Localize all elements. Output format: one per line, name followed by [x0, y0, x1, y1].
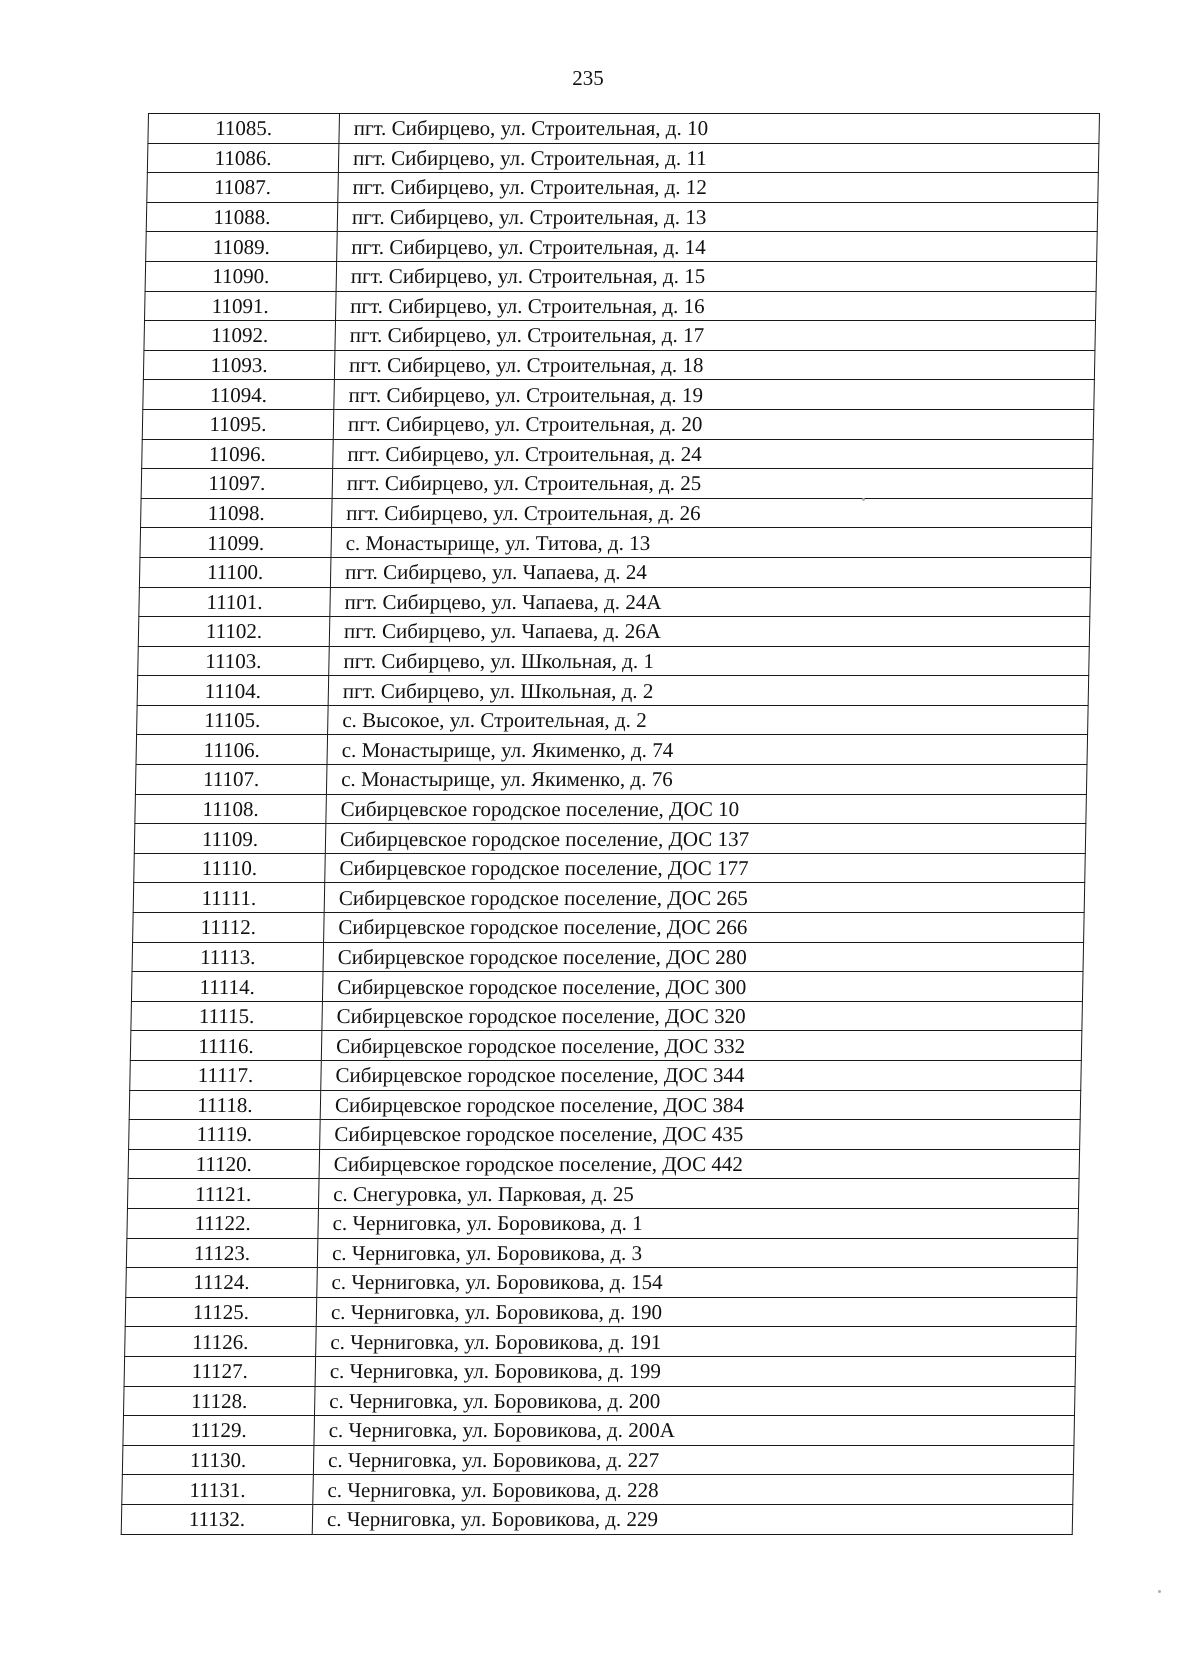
address-cell: пгт. Сибирцево, ул. Строительная, д. 10	[339, 114, 1100, 144]
table-row	[147, 143, 1099, 173]
address-cell: Сибирцевское городское поселение, ДОС 266	[324, 913, 1085, 943]
address-cell: с. Монастырище, ул. Титова, д. 13	[331, 528, 1092, 558]
address-cell: Сибирцевское городское поселение, ДОС 442	[319, 1149, 1080, 1179]
address-cell: пгт. Сибирцево, ул. Строительная, д. 11	[338, 143, 1099, 173]
row-number-cell: 11085.	[148, 114, 340, 144]
address-cell: с. Черниговка, ул. Боровикова, д. 199	[315, 1356, 1076, 1386]
row-number-cell: 11119.	[129, 1120, 321, 1150]
table-row	[127, 1208, 1079, 1238]
address-cell: пгт. Сибирцево, ул. Строительная, д. 17	[335, 321, 1096, 351]
row-number-cell: 11090.	[145, 261, 337, 291]
table-row	[128, 1149, 1080, 1179]
address-cell: пгт. Сибирцево, ул. Школьная, д. 2	[328, 676, 1089, 706]
row-number-cell: 11094.	[143, 380, 335, 410]
table-row	[131, 1001, 1083, 1031]
table-row	[127, 1179, 1079, 1209]
table-row	[138, 617, 1090, 647]
address-cell: пгт. Сибирцево, ул. Школьная, д. 1	[329, 646, 1090, 676]
row-number-cell: 11125.	[125, 1297, 317, 1327]
row-number-cell: 11118.	[129, 1090, 321, 1120]
address-cell: с. Монастырище, ул. Якименко, д. 74	[327, 735, 1088, 765]
scan-speck	[862, 498, 865, 501]
address-cell: с. Черниговка, ул. Боровикова, д. 229	[312, 1504, 1073, 1534]
table-row	[139, 587, 1091, 617]
table-row	[137, 705, 1089, 735]
row-number-cell: 11112.	[133, 913, 325, 943]
address-cell: пгт. Сибирцево, ул. Строительная, д. 15	[336, 261, 1097, 291]
row-number-cell: 11095.	[142, 409, 334, 439]
address-cell: Сибирцевское городское поселение, ДОС 177	[325, 853, 1086, 883]
row-number-cell: 11093.	[143, 350, 335, 380]
table-row	[129, 1120, 1081, 1150]
address-cell: с. Черниговка, ул. Боровикова, д. 227	[313, 1445, 1074, 1475]
table-row	[142, 409, 1094, 439]
address-cell: с. Высокое, ул. Строительная, д. 2	[328, 705, 1089, 735]
address-cell: пгт. Сибирцево, ул. Чапаева, д. 26А	[329, 617, 1090, 647]
table-row	[125, 1297, 1077, 1327]
address-cell: Сибирцевское городское поселение, ДОС 384	[320, 1090, 1081, 1120]
table-row	[123, 1386, 1075, 1416]
row-number-cell: 11132.	[121, 1504, 313, 1534]
address-cell: Сибирцевское городское поселение, ДОС 344	[321, 1061, 1082, 1091]
table-row	[141, 469, 1093, 499]
row-number-cell: 11124.	[126, 1268, 318, 1298]
table-row	[130, 1031, 1082, 1061]
row-number-cell: 11114.	[131, 972, 323, 1002]
address-table-container	[121, 113, 1100, 1535]
table-row	[122, 1445, 1074, 1475]
table-row	[139, 557, 1091, 587]
row-number-cell: 11097.	[141, 469, 333, 499]
table-row	[147, 173, 1099, 203]
address-cell: пгт. Сибирцево, ул. Строительная, д. 26	[332, 498, 1093, 528]
address-cell: пгт. Сибирцево, ул. Строительная, д. 12	[338, 173, 1099, 203]
row-number-cell: 11091.	[145, 291, 337, 321]
row-number-cell: 11088.	[146, 202, 338, 232]
row-number-cell: 11127.	[124, 1356, 316, 1386]
table-row	[135, 765, 1087, 795]
table-row	[125, 1327, 1077, 1357]
address-cell: пгт. Сибирцево, ул. Строительная, д. 14	[337, 232, 1098, 262]
row-number-cell: 11104.	[137, 676, 329, 706]
row-number-cell: 11130.	[122, 1445, 314, 1475]
table-row	[122, 1475, 1074, 1505]
table-row	[148, 114, 1100, 144]
address-table	[121, 113, 1100, 1535]
address-cell: Сибирцевское городское поселение, ДОС 137	[325, 824, 1086, 854]
row-number-cell: 11096.	[142, 439, 334, 469]
table-row	[145, 291, 1097, 321]
address-cell: с. Черниговка, ул. Боровикова, д. 1	[318, 1208, 1079, 1238]
address-cell: с. Черниговка, ул. Боровикова, д. 190	[316, 1297, 1077, 1327]
table-row	[132, 942, 1084, 972]
table-row	[121, 1504, 1073, 1534]
table-row	[129, 1090, 1081, 1120]
address-table-body	[121, 114, 1099, 1535]
address-cell: Сибирцевское городское поселение, ДОС 435	[320, 1120, 1081, 1150]
table-row	[141, 498, 1093, 528]
table-row	[145, 261, 1097, 291]
table-row	[124, 1356, 1076, 1386]
scan-speck	[1158, 1590, 1161, 1593]
row-number-cell: 11126.	[125, 1327, 317, 1357]
row-number-cell: 11089.	[146, 232, 338, 262]
address-cell: с. Черниговка, ул. Боровикова, д. 228	[313, 1475, 1074, 1505]
row-number-cell: 11113.	[132, 942, 324, 972]
table-row	[126, 1268, 1078, 1298]
table-row	[137, 676, 1089, 706]
table-row	[144, 321, 1096, 351]
row-number-cell: 11116.	[130, 1031, 322, 1061]
table-row	[133, 883, 1085, 913]
row-number-cell: 11110.	[134, 853, 326, 883]
row-number-cell: 11122.	[127, 1208, 319, 1238]
address-cell: Сибирцевское городское поселение, ДОС 300	[322, 972, 1083, 1002]
address-cell: с. Снегуровка, ул. Парковая, д. 25	[318, 1179, 1079, 1209]
address-cell: Сибирцевское городское поселение, ДОС 10	[326, 794, 1087, 824]
address-cell: пгт. Сибирцево, ул. Строительная, д. 24	[333, 439, 1094, 469]
address-cell: с. Черниговка, ул. Боровикова, д. 154	[317, 1268, 1078, 1298]
table-row	[143, 380, 1095, 410]
row-number-cell: 11100.	[139, 557, 331, 587]
row-number-cell: 11101.	[139, 587, 331, 617]
address-cell: с. Черниговка, ул. Боровикова, д. 200	[314, 1386, 1075, 1416]
table-row	[130, 1061, 1082, 1091]
table-row	[146, 232, 1098, 262]
row-number-cell: 11092.	[144, 321, 336, 351]
row-number-cell: 11128.	[123, 1386, 315, 1416]
row-number-cell: 11087.	[147, 173, 339, 203]
address-cell: Сибирцевское городское поселение, ДОС 280	[323, 942, 1084, 972]
row-number-cell: 11108.	[135, 794, 327, 824]
row-number-cell: 11115.	[131, 1001, 323, 1031]
address-cell: Сибирцевское городское поселение, ДОС 320	[322, 1001, 1083, 1031]
address-cell: Сибирцевское городское поселение, ДОС 265	[324, 883, 1085, 913]
address-cell: пгт. Сибирцево, ул. Строительная, д. 16	[336, 291, 1097, 321]
address-cell: с. Черниговка, ул. Боровикова, д. 191	[316, 1327, 1077, 1357]
row-number-cell: 11106.	[136, 735, 328, 765]
table-row	[135, 794, 1087, 824]
row-number-cell: 11103.	[138, 646, 330, 676]
address-cell: с. Черниговка, ул. Боровикова, д. 3	[317, 1238, 1078, 1268]
table-row	[142, 439, 1094, 469]
table-row	[133, 913, 1085, 943]
row-number-cell: 11129.	[123, 1416, 315, 1446]
row-number-cell: 11123.	[126, 1238, 318, 1268]
address-cell: Сибирцевское городское поселение, ДОС 332	[321, 1031, 1082, 1061]
address-cell: с. Монастырище, ул. Якименко, д. 76	[326, 765, 1087, 795]
address-cell: пгт. Сибирцево, ул. Чапаева, д. 24	[330, 557, 1091, 587]
row-number-cell: 11120.	[128, 1149, 320, 1179]
row-number-cell: 11109.	[134, 824, 326, 854]
row-number-cell: 11111.	[133, 883, 325, 913]
address-cell: с. Черниговка, ул. Боровикова, д. 200А	[314, 1416, 1075, 1446]
row-number-cell: 11131.	[122, 1475, 314, 1505]
row-number-cell: 11117.	[130, 1061, 322, 1091]
table-row	[143, 350, 1095, 380]
address-cell: пгт. Сибирцево, ул. Строительная, д. 25	[332, 469, 1093, 499]
table-row	[126, 1238, 1078, 1268]
row-number-cell: 11098.	[141, 498, 333, 528]
table-row	[136, 735, 1088, 765]
row-number-cell: 11086.	[147, 143, 339, 173]
row-number-cell: 11107.	[135, 765, 327, 795]
address-cell: пгт. Сибирцево, ул. Строительная, д. 13	[337, 202, 1098, 232]
row-number-cell: 11121.	[127, 1179, 319, 1209]
table-row	[140, 528, 1092, 558]
table-row	[146, 202, 1098, 232]
table-row	[131, 972, 1083, 1002]
row-number-cell: 11102.	[138, 617, 330, 647]
row-number-cell: 11099.	[140, 528, 332, 558]
table-row	[138, 646, 1090, 676]
address-cell: пгт. Сибирцево, ул. Строительная, д. 19	[334, 380, 1095, 410]
table-row	[134, 824, 1086, 854]
address-cell: пгт. Сибирцево, ул. Строительная, д. 18	[334, 350, 1095, 380]
table-row	[123, 1416, 1075, 1446]
address-cell: пгт. Сибирцево, ул. Чапаева, д. 24А	[330, 587, 1091, 617]
row-number-cell: 11105.	[137, 705, 329, 735]
page-number: 235	[572, 66, 604, 90]
address-cell: пгт. Сибирцево, ул. Строительная, д. 20	[333, 409, 1094, 439]
table-row	[134, 853, 1086, 883]
